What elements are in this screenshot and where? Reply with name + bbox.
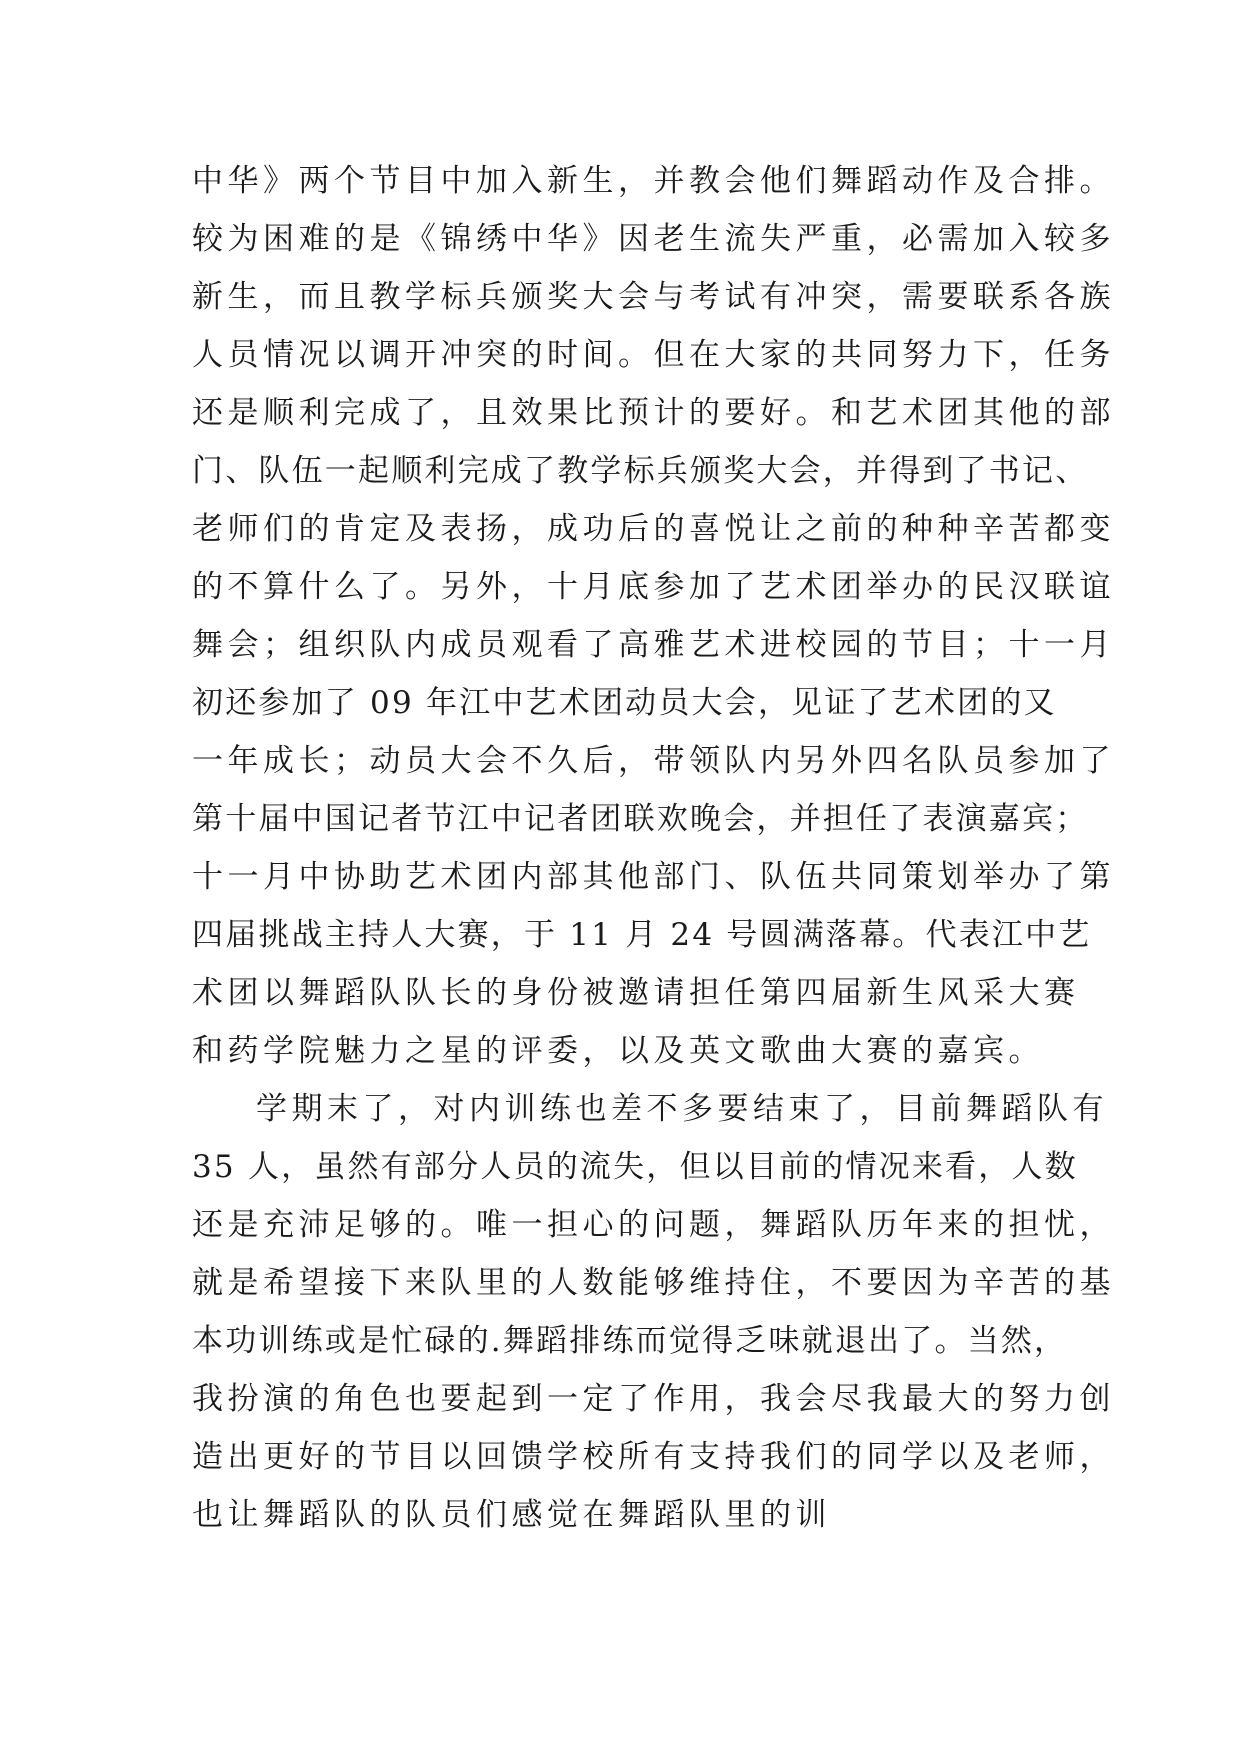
text-line: 门、队伍一起顺利完成了教学标兵颁奖大会，并得到了书记、 bbox=[192, 453, 1089, 489]
paragraph-first-line: 学期末了，对内训练也差不多要结束了，目前舞蹈队有 bbox=[256, 1091, 1108, 1127]
text-line: 舞会；组织队内成员观看了高雅艺术进校园的节目；十一月 bbox=[192, 627, 1115, 663]
text-line: 四届挑战主持人大赛，于 11 月 24 号圆满落幕。代表江中艺 bbox=[192, 917, 1092, 953]
document-body bbox=[192, 152, 1115, 1544]
text-line: 我扮演的角色也要起到一定了作用，我会尽我最大的努力创 bbox=[192, 1381, 1115, 1417]
text-line: 较为困难的是《锦绣中华》因老生流失严重，必需加入较多 bbox=[192, 221, 1115, 257]
text-line: 和药学院魅力之星的评委，以及英文歌曲大赛的嘉宾。 bbox=[192, 1033, 1044, 1069]
text-line: 人员情况以调开冲突的时间。但在大家的共同努力下，任务 bbox=[192, 337, 1115, 373]
text-line: 一年成长；动员大会不久后，带领队内另外四名队员参加了 bbox=[192, 743, 1115, 779]
text-line: 也让舞蹈队的队员们感觉在舞蹈队里的训 bbox=[192, 1497, 831, 1533]
text-line: 还是充沛足够的。唯一担心的问题，舞蹈队历年来的担忧， bbox=[192, 1207, 1115, 1243]
text-line: 造出更好的节目以回馈学校所有支持我们的同学以及老师， bbox=[192, 1439, 1115, 1475]
text-line: 还是顺利完成了，且效果比预计的要好。和艺术团其他的部 bbox=[192, 395, 1115, 431]
text-line: 中华》两个节目中加入新生，并教会他们舞蹈动作及合排。 bbox=[192, 163, 1115, 199]
text-line: 初还参加了 09 年江中艺术团动员大会，见证了艺术团的又 bbox=[192, 685, 1057, 721]
text-line: 新生，而且教学标兵颁奖大会与考试有冲突，需要联系各族 bbox=[192, 279, 1115, 315]
text-line: 十一月中协助艺术团内部其他部门、队伍共同策划举办了第 bbox=[192, 859, 1115, 895]
text-line: 老师们的肯定及表扬，成功后的喜悦让之前的种种辛苦都变 bbox=[192, 511, 1115, 547]
text-line: 35 人，虽然有部分人员的流失，但以目前的情况来看，人数 bbox=[192, 1149, 1078, 1185]
text-line: 就是希望接下来队里的人数能够维持住，不要因为辛苦的基 bbox=[192, 1265, 1115, 1301]
text-line: 的不算什么了。另外，十月底参加了艺术团举办的民汉联谊 bbox=[192, 569, 1115, 605]
text-line: 本功训练或是忙碌的.舞蹈排练而觉得乏味就退出了。当然， bbox=[192, 1323, 1068, 1359]
text-line: 第十届中国记者节江中记者团联欢晚会，并担任了表演嘉宾； bbox=[192, 801, 1089, 837]
text-line: 术团以舞蹈队队长的身份被邀请担任第四届新生风采大赛 bbox=[192, 975, 1080, 1011]
